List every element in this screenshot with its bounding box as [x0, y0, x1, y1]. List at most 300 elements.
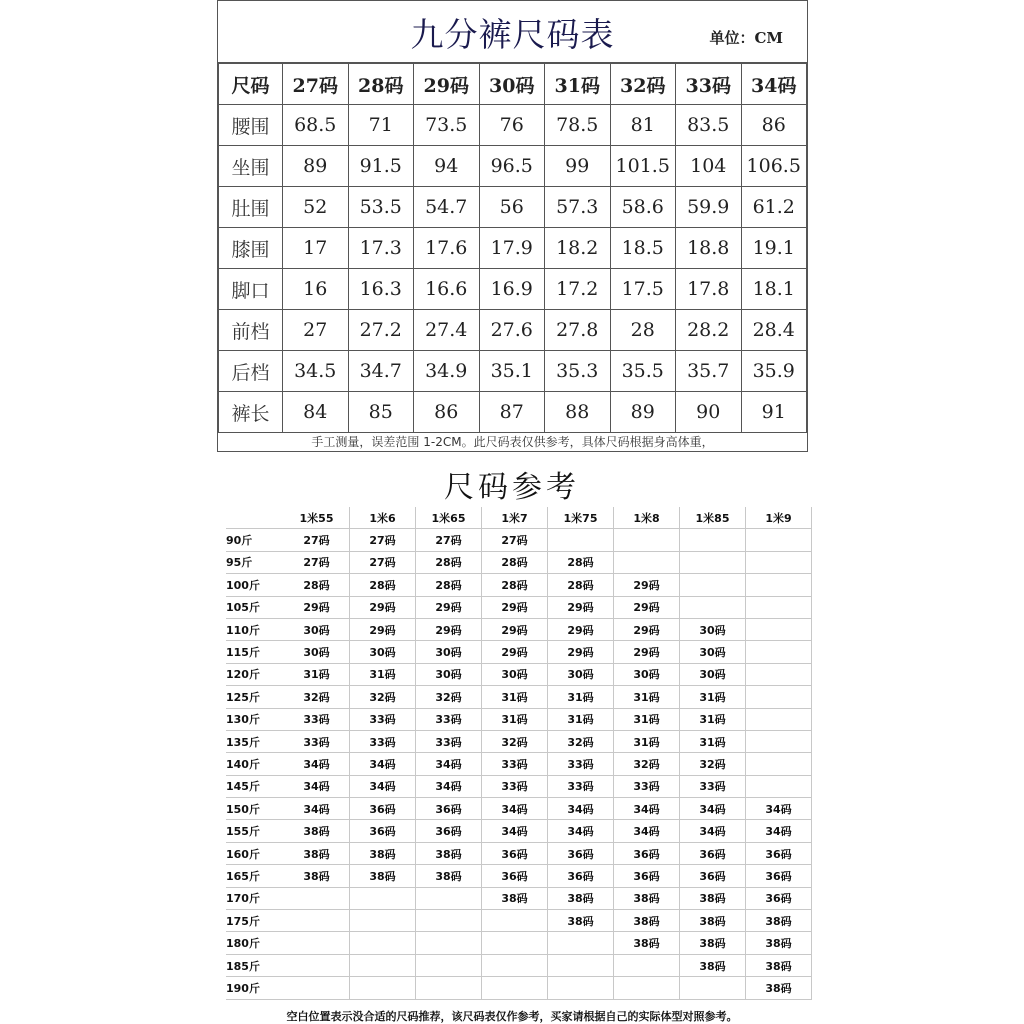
size-chart	[217, 0, 808, 452]
recommended-size: 38码	[416, 842, 482, 864]
reference-row	[226, 708, 812, 730]
measurement-value: 83.5	[676, 105, 742, 146]
measurement-value: 34.9	[414, 351, 480, 392]
recommended-size: 38码	[416, 865, 482, 887]
recommended-size: 36码	[680, 865, 746, 887]
weight-label: 120斤	[226, 663, 284, 685]
height-header: 1米55	[284, 507, 350, 529]
measurement-label: 膝围	[219, 228, 283, 269]
recommended-size: 34码	[680, 798, 746, 820]
measurement-value: 87	[479, 392, 545, 433]
recommended-size: 34码	[482, 798, 548, 820]
recommended-size: 31码	[482, 686, 548, 708]
recommended-size	[746, 641, 812, 663]
recommended-size: 38码	[482, 887, 548, 909]
recommended-size	[614, 551, 680, 573]
recommended-size: 36码	[746, 865, 812, 887]
recommended-size: 36码	[680, 842, 746, 864]
reference-row	[226, 663, 812, 685]
recommended-size	[284, 977, 350, 999]
measurement-value: 86	[741, 105, 807, 146]
recommended-size: 32码	[548, 730, 614, 752]
recommended-size: 30码	[548, 663, 614, 685]
height-header: 1米85	[680, 507, 746, 529]
weight-label: 170斤	[226, 887, 284, 909]
recommended-size	[746, 618, 812, 640]
measurement-value: 58.6	[610, 187, 676, 228]
reference-row	[226, 551, 812, 573]
measurement-value: 68.5	[283, 105, 349, 146]
recommended-size: 38码	[548, 910, 614, 932]
recommended-size: 38码	[680, 910, 746, 932]
recommended-size	[482, 910, 548, 932]
reference-row	[226, 618, 812, 640]
measurement-label: 坐围	[219, 146, 283, 187]
measurement-value: 54.7	[414, 187, 480, 228]
measurement-value: 27	[283, 310, 349, 351]
recommended-size	[680, 596, 746, 618]
size-header: 32码	[610, 64, 676, 105]
measurement-value: 91.5	[348, 146, 414, 187]
reference-row	[226, 842, 812, 864]
measurement-label: 后档	[219, 351, 283, 392]
recommended-size: 30码	[680, 641, 746, 663]
measurement-value: 16	[283, 269, 349, 310]
recommended-size: 38码	[284, 820, 350, 842]
recommended-size: 29码	[482, 641, 548, 663]
recommended-size: 36码	[482, 865, 548, 887]
reference-row	[226, 641, 812, 663]
recommended-size: 30码	[416, 641, 482, 663]
recommended-size: 38码	[548, 887, 614, 909]
recommended-size: 28码	[548, 551, 614, 573]
reference-row	[226, 529, 812, 551]
reference-row	[226, 574, 812, 596]
recommended-size: 28码	[284, 574, 350, 596]
size-header: 28码	[348, 64, 414, 105]
height-header: 1米7	[482, 507, 548, 529]
recommended-size: 34码	[284, 775, 350, 797]
recommended-size: 29码	[548, 618, 614, 640]
size-header: 27码	[283, 64, 349, 105]
recommended-size: 38码	[614, 887, 680, 909]
weight-label: 165斤	[226, 865, 284, 887]
recommended-size	[284, 887, 350, 909]
measurement-value: 16.9	[479, 269, 545, 310]
recommended-size	[548, 954, 614, 976]
recommended-size: 28码	[350, 574, 416, 596]
recommended-size	[746, 574, 812, 596]
reference-row	[226, 753, 812, 775]
recommended-size	[614, 954, 680, 976]
recommended-size: 36码	[614, 842, 680, 864]
weight-label: 95斤	[226, 551, 284, 573]
measurement-value: 85	[348, 392, 414, 433]
recommended-size: 32码	[614, 753, 680, 775]
recommended-size: 29码	[416, 596, 482, 618]
measurement-value: 84	[283, 392, 349, 433]
measurement-row	[219, 310, 807, 351]
reference-title: 尺码参考	[444, 470, 580, 505]
recommended-size: 38码	[746, 977, 812, 999]
recommended-size: 38码	[284, 842, 350, 864]
reference-row	[226, 910, 812, 932]
recommended-size: 33码	[548, 753, 614, 775]
recommended-size: 33码	[284, 708, 350, 730]
recommended-size: 27码	[284, 551, 350, 573]
measurement-value: 73.5	[414, 105, 480, 146]
measurement-value: 16.3	[348, 269, 414, 310]
recommended-size: 31码	[548, 708, 614, 730]
recommended-size: 29码	[614, 596, 680, 618]
recommended-size: 31码	[548, 686, 614, 708]
weight-label: 125斤	[226, 686, 284, 708]
reference-row	[226, 887, 812, 909]
weight-label: 135斤	[226, 730, 284, 752]
reference-row	[226, 977, 812, 999]
recommended-size	[746, 596, 812, 618]
weight-label: 145斤	[226, 775, 284, 797]
height-header: 1米65	[416, 507, 482, 529]
recommended-size	[746, 753, 812, 775]
recommended-size	[284, 910, 350, 932]
measurement-value: 35.5	[610, 351, 676, 392]
recommended-size: 34码	[284, 753, 350, 775]
recommended-size: 27码	[416, 529, 482, 551]
recommended-size	[746, 775, 812, 797]
measurement-value: 78.5	[545, 105, 611, 146]
recommended-size: 29码	[614, 574, 680, 596]
recommended-size	[416, 954, 482, 976]
recommended-size: 38码	[614, 910, 680, 932]
measurement-value: 56	[479, 187, 545, 228]
recommended-size: 27码	[350, 529, 416, 551]
reference-row	[226, 686, 812, 708]
chart-title-row	[218, 1, 807, 63]
recommended-size: 28码	[482, 574, 548, 596]
measurement-value: 35.9	[741, 351, 807, 392]
recommended-size	[614, 977, 680, 999]
measurement-value: 18.1	[741, 269, 807, 310]
recommended-size: 29码	[548, 641, 614, 663]
recommended-size: 38码	[746, 910, 812, 932]
reference-corner	[226, 507, 284, 529]
size-header: 31码	[545, 64, 611, 105]
measurement-value: 101.5	[610, 146, 676, 187]
recommended-size: 29码	[284, 596, 350, 618]
height-header: 1米6	[350, 507, 416, 529]
reference-row	[226, 865, 812, 887]
recommended-size	[416, 932, 482, 954]
measurement-value: 90	[676, 392, 742, 433]
reference-row	[226, 932, 812, 954]
recommended-size: 34码	[614, 798, 680, 820]
weight-label: 180斤	[226, 932, 284, 954]
measurement-value: 59.9	[676, 187, 742, 228]
measurement-value: 28.4	[741, 310, 807, 351]
recommended-size	[350, 932, 416, 954]
weight-label: 90斤	[226, 529, 284, 551]
measurement-row	[219, 187, 807, 228]
recommended-size: 31码	[614, 708, 680, 730]
recommended-size	[746, 529, 812, 551]
header-label: 尺码	[219, 64, 283, 105]
recommended-size: 31码	[680, 730, 746, 752]
recommended-size: 32码	[680, 753, 746, 775]
recommended-size: 29码	[350, 596, 416, 618]
recommended-size	[482, 954, 548, 976]
recommended-size: 33码	[680, 775, 746, 797]
measurement-row	[219, 146, 807, 187]
measurement-value: 35.1	[479, 351, 545, 392]
measurement-value: 27.2	[348, 310, 414, 351]
recommended-size	[416, 887, 482, 909]
recommended-size: 36码	[746, 842, 812, 864]
measurement-value: 61.2	[741, 187, 807, 228]
recommended-size: 30码	[416, 663, 482, 685]
recommended-size: 34码	[350, 775, 416, 797]
weight-label: 130斤	[226, 708, 284, 730]
recommended-size	[746, 686, 812, 708]
reference-row	[226, 798, 812, 820]
measurement-value: 94	[414, 146, 480, 187]
recommended-size: 34码	[548, 798, 614, 820]
measurement-value: 17.5	[610, 269, 676, 310]
chart-title: 九分裤尺码表	[410, 15, 615, 54]
measurement-label: 腰围	[219, 105, 283, 146]
measurement-value: 18.2	[545, 228, 611, 269]
measurement-label: 裤长	[219, 392, 283, 433]
measurement-value: 91	[741, 392, 807, 433]
recommended-size: 34码	[548, 820, 614, 842]
recommended-size: 33码	[284, 730, 350, 752]
measurement-value: 27.6	[479, 310, 545, 351]
measurement-value: 89	[283, 146, 349, 187]
measurement-label: 肚围	[219, 187, 283, 228]
recommended-size: 31码	[680, 686, 746, 708]
measurement-value: 34.7	[348, 351, 414, 392]
measurement-value: 17.8	[676, 269, 742, 310]
recommended-size: 36码	[416, 820, 482, 842]
recommended-size	[482, 977, 548, 999]
measurement-value: 19.1	[741, 228, 807, 269]
measurement-value: 35.7	[676, 351, 742, 392]
recommended-size: 33码	[482, 753, 548, 775]
recommended-size: 34码	[416, 753, 482, 775]
reference-header-row	[226, 507, 812, 529]
recommended-size: 36码	[614, 865, 680, 887]
recommended-size: 38码	[680, 954, 746, 976]
recommended-size: 31码	[284, 663, 350, 685]
recommended-size: 32码	[482, 730, 548, 752]
recommended-size	[284, 932, 350, 954]
weight-label: 185斤	[226, 954, 284, 976]
weight-label: 175斤	[226, 910, 284, 932]
weight-label: 160斤	[226, 842, 284, 864]
recommended-size: 31码	[614, 686, 680, 708]
recommended-size: 33码	[416, 730, 482, 752]
measurement-value: 57.3	[545, 187, 611, 228]
recommended-size	[350, 887, 416, 909]
measurement-value: 96.5	[479, 146, 545, 187]
size-header: 30码	[479, 64, 545, 105]
recommended-size	[350, 954, 416, 976]
recommended-size	[746, 730, 812, 752]
reference-table	[226, 507, 812, 1000]
measurement-row	[219, 392, 807, 433]
recommended-size: 38码	[350, 865, 416, 887]
recommended-size: 29码	[614, 618, 680, 640]
recommended-size: 36码	[350, 798, 416, 820]
recommended-size: 34码	[482, 820, 548, 842]
measurement-value: 52	[283, 187, 349, 228]
weight-label: 140斤	[226, 753, 284, 775]
reference-row	[226, 775, 812, 797]
recommended-size: 29码	[416, 618, 482, 640]
recommended-size	[746, 708, 812, 730]
recommended-size: 27码	[482, 529, 548, 551]
recommended-size	[416, 977, 482, 999]
recommended-size: 36码	[482, 842, 548, 864]
recommended-size: 38码	[680, 932, 746, 954]
measurement-value: 17	[283, 228, 349, 269]
measurement-value: 99	[545, 146, 611, 187]
weight-label: 155斤	[226, 820, 284, 842]
recommended-size: 33码	[416, 708, 482, 730]
measurement-value: 106.5	[741, 146, 807, 187]
recommended-size: 34码	[680, 820, 746, 842]
recommended-size: 34码	[746, 820, 812, 842]
recommended-size: 28码	[416, 551, 482, 573]
recommended-size	[482, 932, 548, 954]
measurement-row	[219, 228, 807, 269]
recommended-size	[284, 954, 350, 976]
recommended-size: 36码	[548, 842, 614, 864]
recommended-size: 30码	[680, 618, 746, 640]
measurement-value: 27.4	[414, 310, 480, 351]
measurement-value: 81	[610, 105, 676, 146]
recommended-size: 33码	[350, 708, 416, 730]
recommended-size	[680, 551, 746, 573]
recommended-size	[680, 574, 746, 596]
recommended-size: 33码	[350, 730, 416, 752]
measurement-header-row	[219, 64, 807, 105]
height-header: 1米9	[746, 507, 812, 529]
reference-row	[226, 596, 812, 618]
recommended-size: 31码	[350, 663, 416, 685]
recommended-size: 36码	[416, 798, 482, 820]
recommended-size: 34码	[746, 798, 812, 820]
recommended-size: 28码	[416, 574, 482, 596]
recommended-size: 38码	[614, 932, 680, 954]
recommended-size: 30码	[482, 663, 548, 685]
weight-label: 115斤	[226, 641, 284, 663]
measurement-value: 17.9	[479, 228, 545, 269]
recommended-size: 30码	[680, 663, 746, 685]
recommended-size	[746, 663, 812, 685]
measurement-value: 86	[414, 392, 480, 433]
recommended-size: 32码	[284, 686, 350, 708]
recommended-size: 36码	[350, 820, 416, 842]
measurement-value: 35.3	[545, 351, 611, 392]
recommended-size: 31码	[680, 708, 746, 730]
size-header: 29码	[414, 64, 480, 105]
recommended-size: 38码	[350, 842, 416, 864]
weight-label: 100斤	[226, 574, 284, 596]
weight-label: 150斤	[226, 798, 284, 820]
measurement-value: 88	[545, 392, 611, 433]
measurement-value: 104	[676, 146, 742, 187]
recommended-size: 29码	[614, 641, 680, 663]
recommended-size: 30码	[350, 641, 416, 663]
reference-row	[226, 954, 812, 976]
recommended-size	[614, 529, 680, 551]
recommended-size: 27码	[284, 529, 350, 551]
recommended-size	[680, 529, 746, 551]
weight-label: 105斤	[226, 596, 284, 618]
measurement-label: 脚口	[219, 269, 283, 310]
recommended-size: 38码	[680, 887, 746, 909]
measurement-value: 53.5	[348, 187, 414, 228]
measurement-value: 76	[479, 105, 545, 146]
measurement-value: 71	[348, 105, 414, 146]
recommended-size	[680, 977, 746, 999]
recommended-size: 29码	[548, 596, 614, 618]
recommended-size: 38码	[284, 865, 350, 887]
measurement-value: 17.2	[545, 269, 611, 310]
recommended-size	[746, 551, 812, 573]
recommended-size: 30码	[284, 618, 350, 640]
measurement-table	[218, 63, 807, 433]
reference-row	[226, 820, 812, 842]
chart-note: 手工测量，误差范围 1-2CM。此尺码表仅供参考，具体尺码根据身高体重，	[311, 435, 714, 449]
weight-label: 110斤	[226, 618, 284, 640]
recommended-size: 33码	[482, 775, 548, 797]
recommended-size: 30码	[614, 663, 680, 685]
measurement-value: 28	[610, 310, 676, 351]
recommended-size: 34码	[614, 820, 680, 842]
recommended-size: 34码	[416, 775, 482, 797]
measurement-value: 16.6	[414, 269, 480, 310]
measurement-value: 18.8	[676, 228, 742, 269]
recommended-size: 38码	[746, 954, 812, 976]
measurement-value: 17.6	[414, 228, 480, 269]
measurement-row	[219, 269, 807, 310]
measurement-value: 18.5	[610, 228, 676, 269]
measurement-row	[219, 351, 807, 392]
recommended-size: 38码	[746, 932, 812, 954]
recommended-size: 32码	[350, 686, 416, 708]
recommended-size: 32码	[416, 686, 482, 708]
recommended-size: 36码	[746, 887, 812, 909]
height-header: 1米75	[548, 507, 614, 529]
measurement-value: 34.5	[283, 351, 349, 392]
recommended-size: 29码	[482, 618, 548, 640]
recommended-size: 29码	[350, 618, 416, 640]
recommended-size	[548, 932, 614, 954]
recommended-size	[548, 977, 614, 999]
recommended-size: 31码	[482, 708, 548, 730]
reference-note: 空白位置表示没合适的尺码推荐，该尺码表仅作参考，买家请根据自己的实际体型对照参考。	[286, 1010, 738, 1023]
measurement-value: 27.8	[545, 310, 611, 351]
recommended-size: 30码	[284, 641, 350, 663]
recommended-size: 27码	[350, 551, 416, 573]
reference-row	[226, 730, 812, 752]
height-header: 1米8	[614, 507, 680, 529]
chart-unit: 单位：CM	[709, 29, 783, 47]
recommended-size: 28码	[482, 551, 548, 573]
recommended-size: 28码	[548, 574, 614, 596]
